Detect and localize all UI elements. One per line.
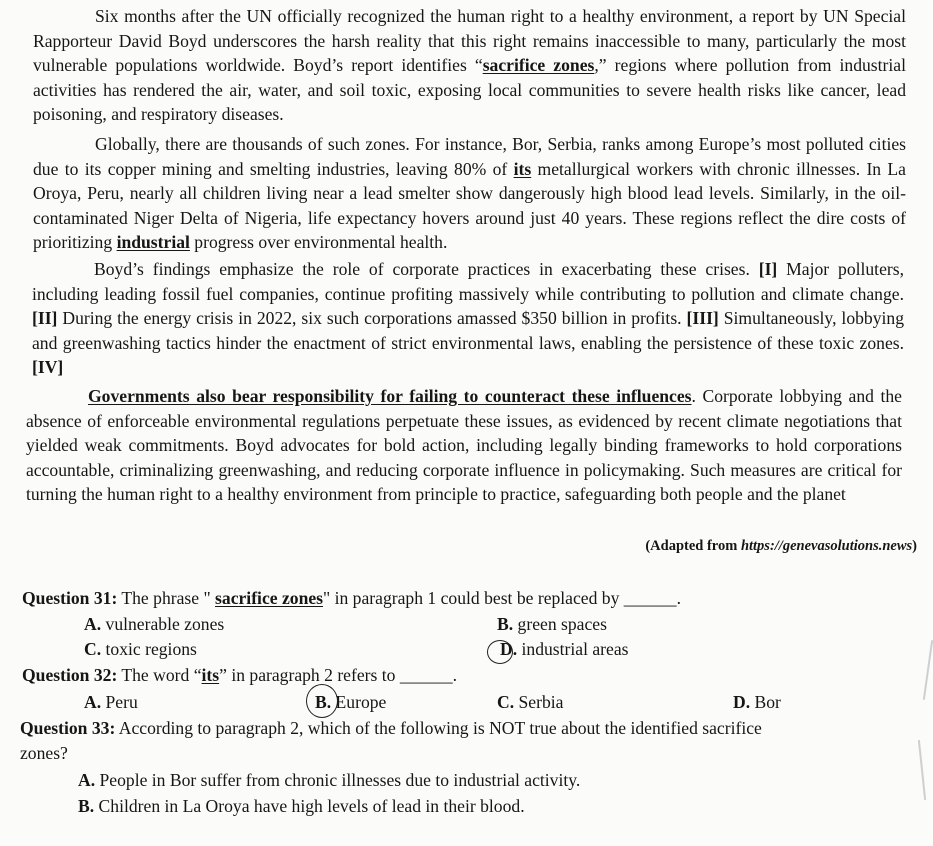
option-text: industrial areas xyxy=(521,639,629,659)
scan-edge-mark xyxy=(918,740,926,800)
insertion-marker-3: [III] xyxy=(686,308,719,329)
q33-option-b[interactable] xyxy=(78,794,525,818)
option-text: Europe xyxy=(335,692,387,712)
option-letter: D. xyxy=(733,692,751,712)
option-text: People in Bor suffer from chronic illnesses due to industrial activity. xyxy=(99,770,581,790)
option-letter: B. xyxy=(315,692,332,712)
option-text: Bor xyxy=(754,692,781,712)
source-citation xyxy=(645,538,917,555)
p3-sentence-2: During the energy crisis in 2022, six such corporations amassed $350 billion in profits. xyxy=(57,308,687,329)
p1-text-after: ,” regions where pollution from industrial activities has rendered the air, water, and soil toxic, exposing local communities to severe health risks like cancer, lead poisoning, and respiratory diseases. xyxy=(33,55,906,125)
p2-underlined-industrial: industrial xyxy=(116,232,190,253)
handwritten-answer-circle-d xyxy=(487,640,513,664)
question-31-label: Question 31: xyxy=(22,588,118,608)
option-text: vulnerable zones xyxy=(105,614,225,634)
p1-text-before: Six months after the UN officially recognized the human right to a healthy environment, a report by UN Special Rapporteur David Boyd underscores the harsh reality that this right remains inaccessible to many, particularly the most vulnerable populations worldwide. Boyd’s report identifies “ xyxy=(33,6,906,76)
p3-sentence-0: Boyd’s findings emphasize the role of corporate practices in exacerbating these crises. xyxy=(94,259,759,279)
option-letter: C. xyxy=(84,639,102,659)
question-31-text-after: " in paragraph 1 could best be replaced by ______. xyxy=(323,588,681,608)
option-letter: C. xyxy=(497,692,515,712)
passage-paragraph-4 xyxy=(26,384,902,507)
question-33-stem-line2: zones? xyxy=(20,743,68,763)
source-prefix: (Adapted from xyxy=(645,538,741,554)
p4-text-rest: . Corporate lobbying and the absence of enforceable environmental regulations perpetuate these issues, as evidenced by recent climate negotiations that yielded weak commitments. Boyd advocates for bold action, including legally binding frameworks to hold corporations accountable, criminalizing greenwashing, and reducing corporate influence in policymaking. Such measures are critical for turning the human right to a healthy environment from principle to practice, safeguarding both people and the planet xyxy=(26,386,902,505)
option-text: toxic regions xyxy=(105,639,197,659)
source-suffix: ) xyxy=(912,538,917,554)
scan-edge-mark xyxy=(923,640,933,700)
option-text: Children in La Oroya have high levels of lead in their blood. xyxy=(98,796,525,816)
q31-option-d[interactable] xyxy=(500,637,629,661)
option-letter: A. xyxy=(78,770,96,790)
question-31-stem xyxy=(22,586,681,610)
question-32-stem xyxy=(22,663,457,687)
p2-underlined-its: its xyxy=(513,158,532,179)
q33-option-a[interactable] xyxy=(78,768,580,792)
q32-option-c[interactable] xyxy=(497,690,563,714)
question-32-term: its xyxy=(201,665,220,685)
p4-underlined-lead-sentence: Governments also bear responsibility for failing to counteract these influences xyxy=(88,386,692,406)
insertion-marker-4: [IV] xyxy=(32,357,64,378)
question-33-text: According to paragraph 2, which of the following is NOT true about the identified sacrifice xyxy=(115,718,762,738)
question-33-stem xyxy=(20,716,920,740)
q31-option-b[interactable] xyxy=(497,612,607,636)
option-letter: B. xyxy=(78,796,95,816)
passage-paragraph-3 xyxy=(32,257,904,380)
question-32-text-before: The word “ xyxy=(117,665,202,685)
option-letter: A. xyxy=(84,692,102,712)
p3-sentence-1: Major polluters, including leading fossil fuel companies, continue profiting massively while contributing to pollution and climate change. xyxy=(32,259,904,304)
passage-paragraph-1 xyxy=(33,4,906,127)
p2-text-middle: metallurgical workers with chronic illnesses. In La Oroya, Peru, nearly all children living near a lead smelter show dangerously high blood lead levels. Similarly, in the oil-contaminated Niger Delta of Nigeria, life expectancy hovers around just 40 years. These regions reflect the dire costs of prioritizing xyxy=(33,158,906,253)
p2-text-after: progress over environmental health. xyxy=(189,232,448,253)
insertion-marker-1: [I] xyxy=(758,259,778,279)
option-text: Serbia xyxy=(518,692,564,712)
p2-text-before: Globally, there are thousands of such zones. For instance, Bor, Serbia, ranks among Europe’s most polluted cities due to its copper mining and smelting industries, leaving 80% of xyxy=(33,134,906,179)
option-letter: A. xyxy=(84,614,102,634)
p3-sentence-3: Simultaneously, lobbying and greenwashing tactics hinder the enactment of strict environmental laws, enabling the persistence of these toxic zones. xyxy=(32,308,904,353)
option-text: green spaces xyxy=(517,614,607,634)
p1-underlined-term: sacrifice zones xyxy=(482,55,595,76)
option-letter: D. xyxy=(500,639,518,659)
question-31-text-before: The phrase " xyxy=(117,588,216,608)
option-letter: B. xyxy=(497,614,514,634)
question-32-label: Question 32: xyxy=(22,665,118,685)
q31-option-c[interactable] xyxy=(84,637,197,661)
q31-option-a[interactable] xyxy=(84,612,224,636)
q32-option-d[interactable] xyxy=(733,690,781,714)
question-32-text-after: ” in paragraph 2 refers to ______. xyxy=(219,665,458,685)
q32-option-a[interactable] xyxy=(84,690,138,714)
handwritten-answer-circle-b xyxy=(306,684,338,718)
source-url: https://genevasolutions.news xyxy=(740,538,913,554)
passage-paragraph-2 xyxy=(33,132,906,255)
question-31-term: sacrifice zones xyxy=(215,588,324,608)
insertion-marker-2: [II] xyxy=(32,308,58,329)
question-33-label: Question 33: xyxy=(20,718,116,738)
option-text: Peru xyxy=(105,692,138,712)
